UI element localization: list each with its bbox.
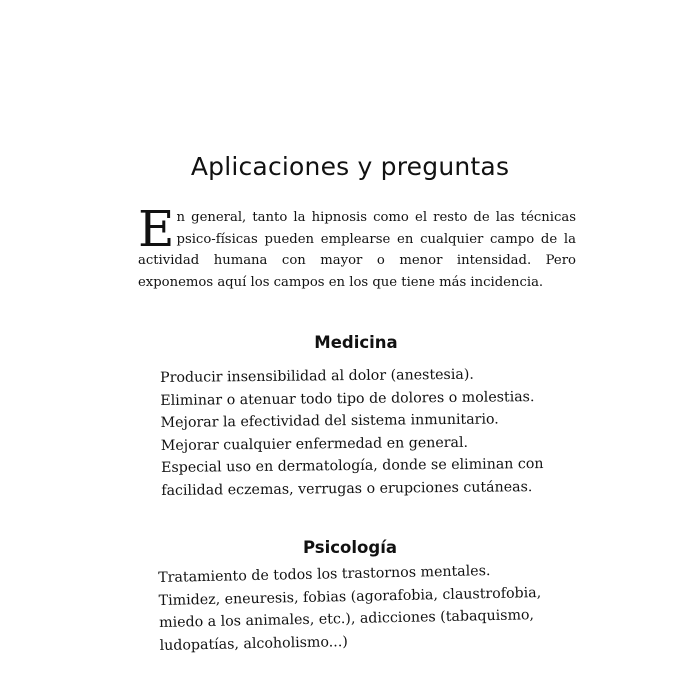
intro-paragraph: [138, 200, 576, 293]
psicologia-list: [158, 558, 580, 657]
list-item: Mejorar cualquier enfermedad en general.: [160, 434, 469, 454]
section-heading-medicina: Medicina: [314, 333, 398, 352]
medicina-list: [160, 363, 561, 502]
drop-cap: E: [138, 200, 175, 258]
intro-text: n general, tanto la hipnosis como el resto de las técnicas psico-físicas pueden emplearse en cualquier campo de la actividad humana con mayor o menor intensidad. Pero exponemos aquí los campos en los que tiene más incidencia.: [138, 210, 576, 290]
list-item: Mejorar la efectividad del sistema inmunitario.: [160, 411, 499, 431]
list-item: Especial uso en dermatología, donde se eliminan con facilidad eczemas, verrugas o erupciones cutáneas.: [160, 455, 544, 499]
section-heading-psicologia: Psicología: [303, 538, 397, 557]
list-item: Eliminar o atenuar todo tipo de dolores o molestias.: [160, 388, 535, 409]
list-item: Timidez, eneuresis, fobias (agorafobia, claustrofobia, miedo a los animales, etc.), adicciones (tabaquismo, ludopatías, alcoholismo...): [158, 584, 542, 654]
chapter-title: Aplicaciones y preguntas: [190, 152, 510, 181]
list-item: Tratamiento de todos los trastornos mentales.: [158, 563, 491, 586]
list-item: Producir insensibilidad al dolor (anestesia).: [160, 366, 474, 386]
